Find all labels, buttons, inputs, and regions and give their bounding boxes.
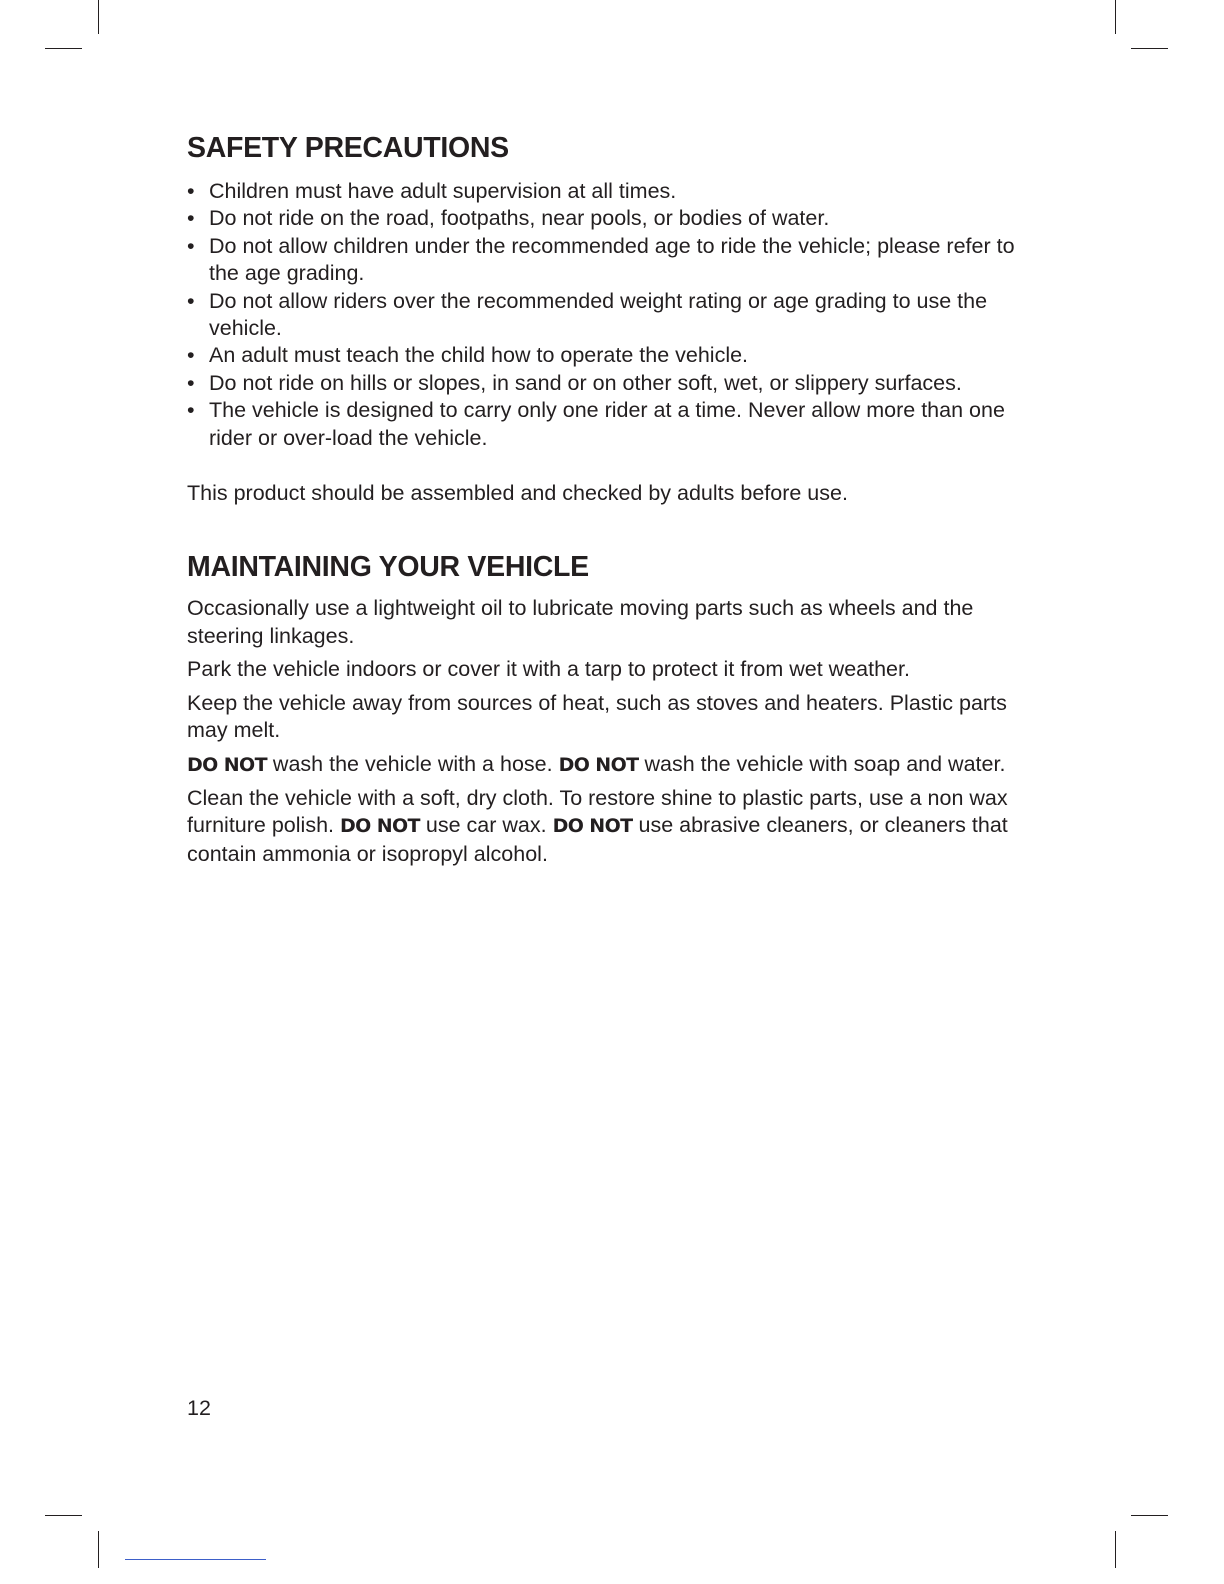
do-not-emphasis: DO NOT [187, 753, 267, 776]
bullet-icon: • [187, 398, 195, 423]
crop-mark-bottom-right-vertical [1115, 1531, 1116, 1568]
bullet-icon: • [187, 206, 195, 231]
crop-mark-top-right-horizontal [1131, 48, 1168, 49]
list-item: • Children must have adult supervision at all times. [187, 178, 1047, 205]
maintaining-heading: MAINTAINING YOUR VEHICLE [187, 551, 589, 584]
crop-mark-bottom-left-vertical [98, 1531, 99, 1568]
bullet-icon: • [187, 370, 195, 395]
maintenance-paragraph-wash: DO NOT wash the vehicle with a hose. DO NOT wash the vehicle with soap and water. [187, 751, 1006, 776]
list-item: • An adult must teach the child how to operate the vehicle. [187, 342, 1047, 369]
list-item: • Do not ride on hills or slopes, in sand or on other soft, wet, or slippery surfaces. [187, 370, 1047, 397]
assembly-note: This product should be assembled and checked by adults before use. [187, 481, 848, 506]
safety-heading: SAFETY PRECAUTIONS [187, 132, 509, 164]
crop-mark-bottom-left-horizontal [45, 1515, 82, 1516]
list-item: • The vehicle is designed to carry only one rider at a time. Never allow more than one rider or over-load the vehicle. [187, 398, 1005, 450]
page-content [187, 128, 1047, 868]
bullet-icon: • [187, 343, 195, 368]
do-not-emphasis: DO NOT [339, 815, 420, 838]
crop-mark-top-left-horizontal [45, 48, 82, 49]
bullet-icon: • [187, 233, 195, 258]
bullet-icon: • [187, 288, 195, 313]
maintenance-paragraph-park: Park the vehicle indoors or cover it with a tarp to protect it from wet weather. [187, 657, 910, 682]
crop-mark-top-left-vertical [98, 0, 99, 34]
maintenance-paragraph-clean: Clean the vehicle with a soft, dry cloth. To restore shine to plastic parts, use a non wax furniture polish. DO NOT use car wax. DO NOT use abrasive cleaners, or cleaners that contain ammonia or isopropyl alcohol. [187, 785, 1008, 866]
blue-rule [125, 1559, 266, 1560]
list-item: • Do not allow children under the recommended age to ride the vehicle; please refer to the age grading. [187, 233, 1015, 286]
safety-list [187, 178, 1047, 452]
maintaining-section [187, 595, 1047, 868]
crop-mark-bottom-right-horizontal [1131, 1515, 1168, 1516]
list-item: • Do not allow riders over the recommended weight rating or age grading to use the vehicle. [187, 288, 988, 341]
page-number: 12 [187, 1396, 211, 1420]
do-not-emphasis: DO NOT [552, 815, 633, 838]
maintenance-paragraph-oil: Occasionally use a lightweight oil to lubricate moving parts such as wheels and the steering linkages. [187, 596, 974, 648]
do-not-emphasis: DO NOT [558, 753, 639, 776]
maintenance-paragraph-heat: Keep the vehicle away from sources of heat, such as stoves and heaters. Plastic parts may melt. [187, 690, 1007, 743]
list-item: • Do not ride on the road, footpaths, near pools, or bodies of water. [187, 205, 1047, 232]
crop-mark-top-right-vertical [1115, 0, 1116, 34]
bullet-icon: • [187, 179, 195, 203]
